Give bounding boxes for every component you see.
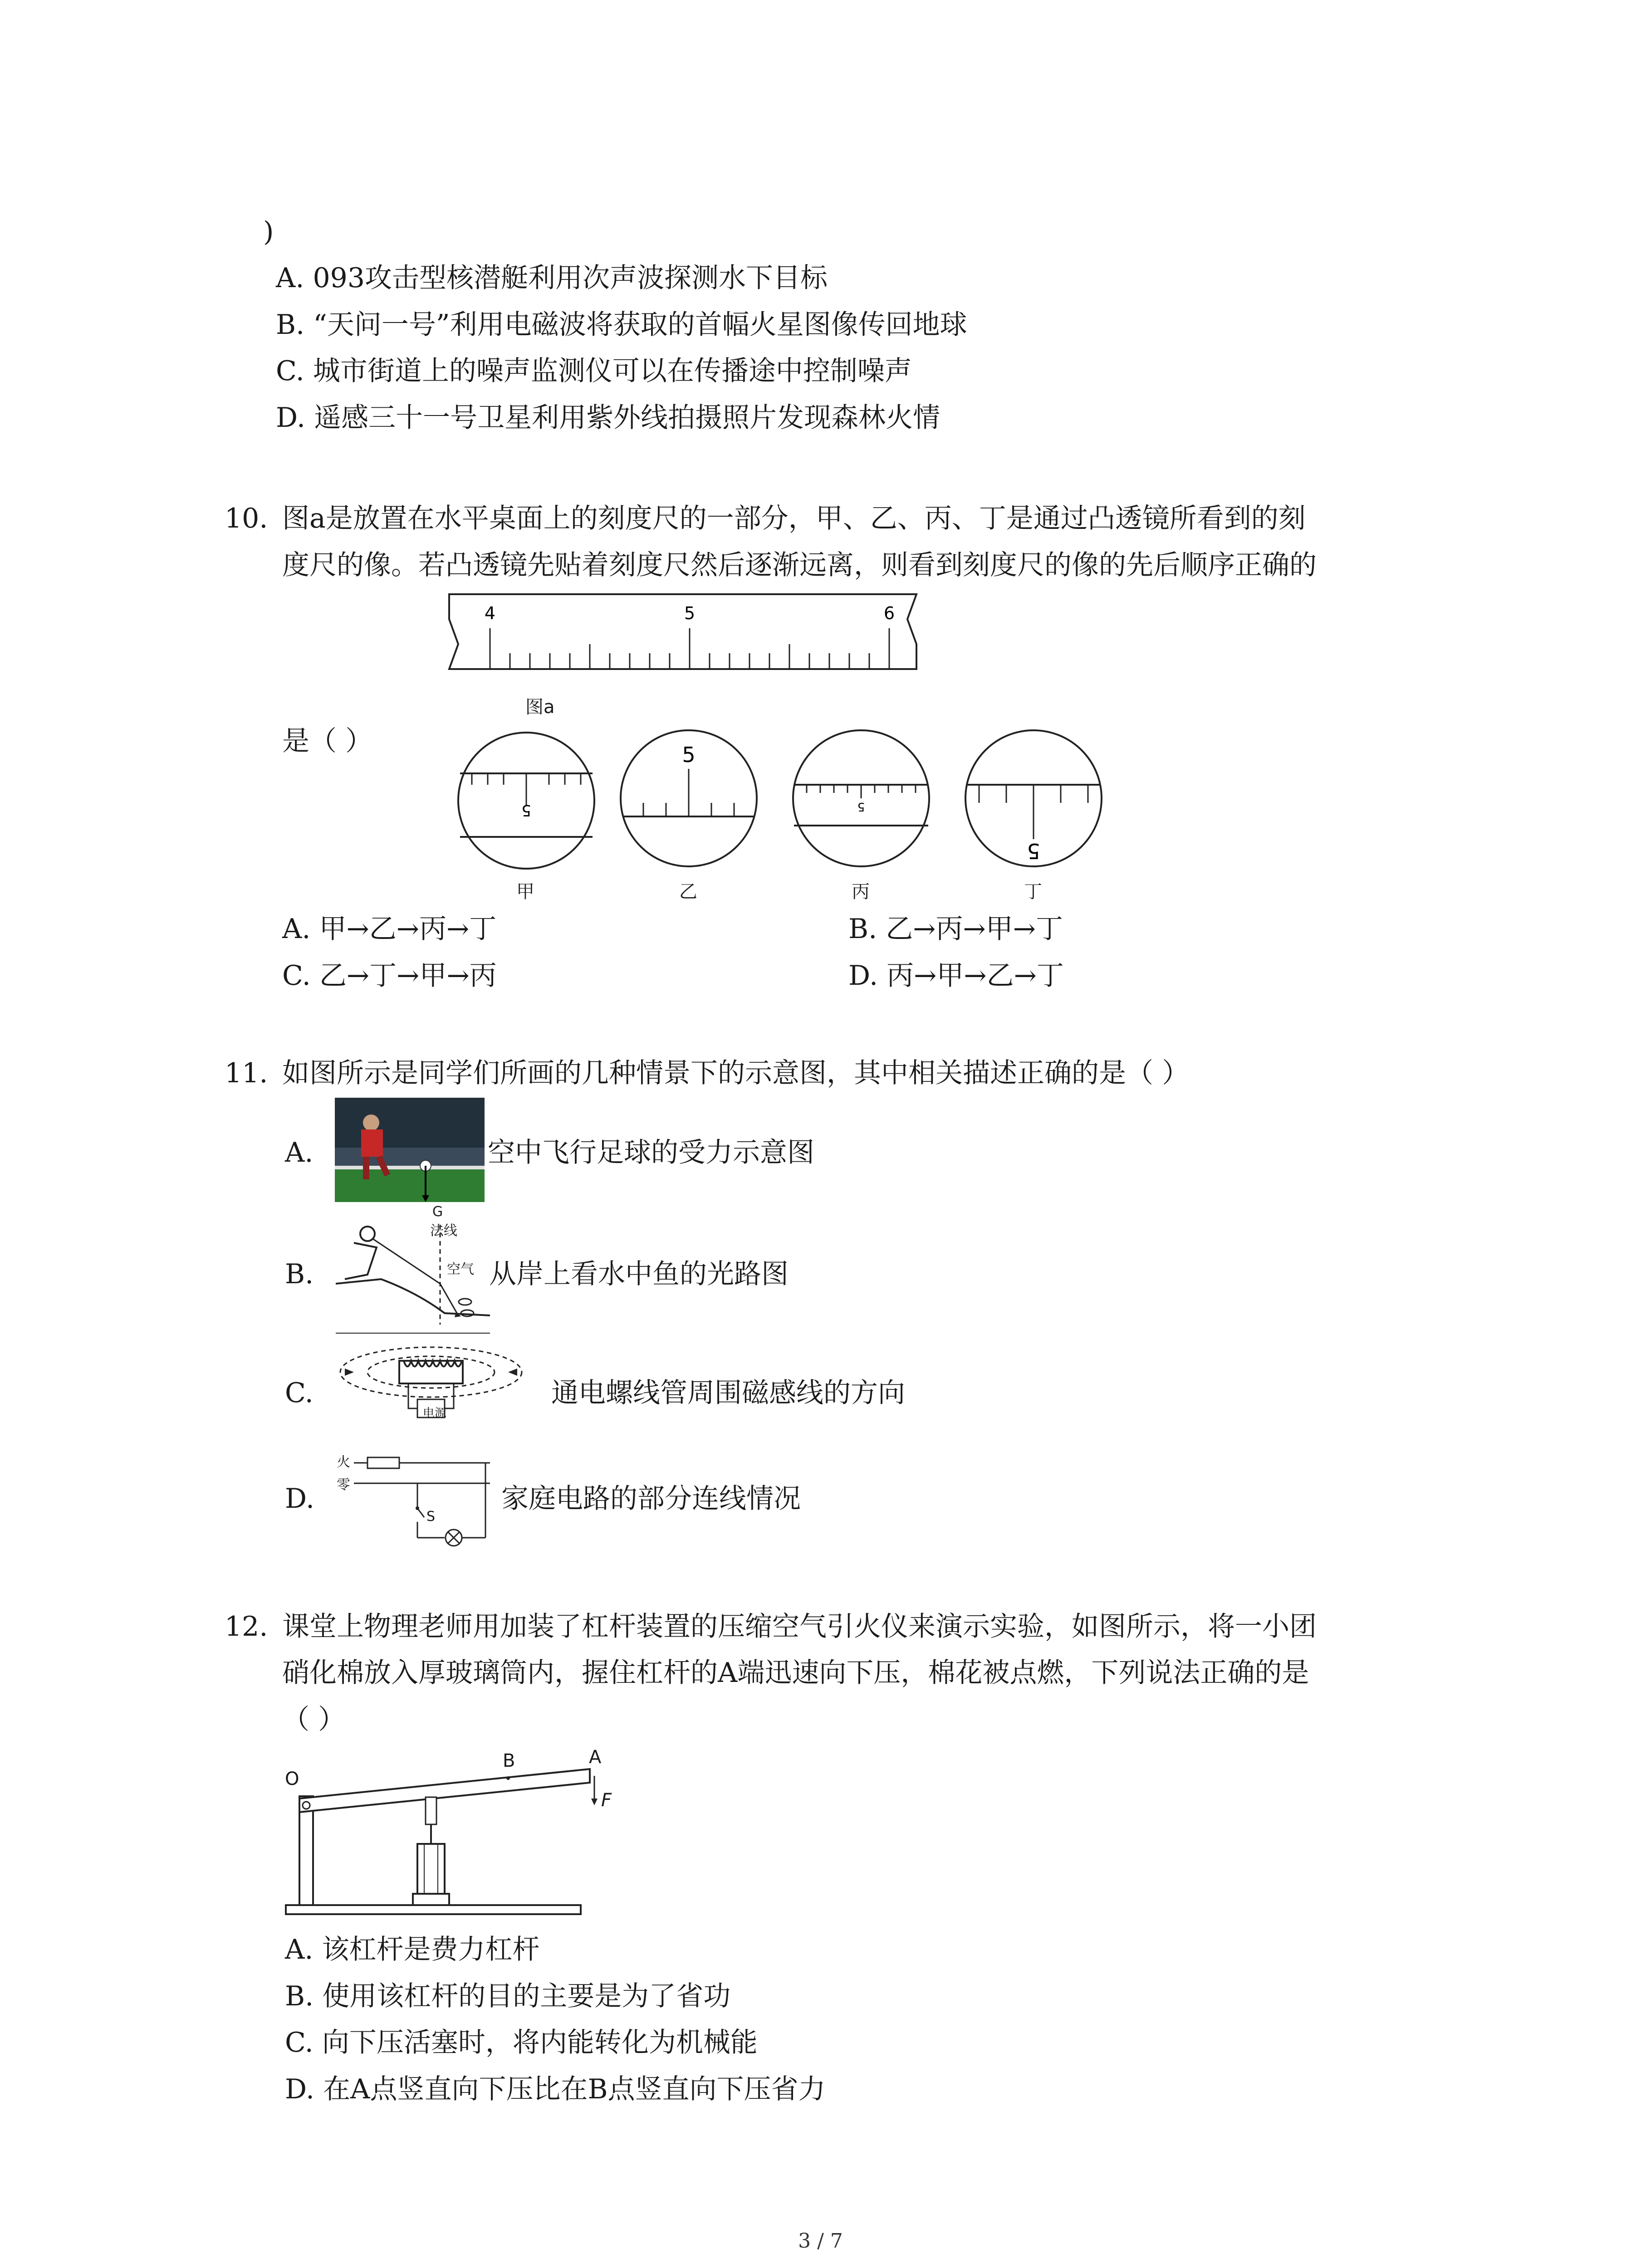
normal-line-label: 法线: [430, 1223, 457, 1239]
q11-option-b-letter: B.: [285, 1258, 314, 1290]
q11-option-c-text: 通电螺线管周围磁感线的方向: [551, 1377, 905, 1409]
lens-view-jia: [454, 728, 599, 873]
figure-a-label: 图a: [525, 697, 555, 718]
power-source-label: 电源: [423, 1407, 447, 1420]
q9-option-b: B. “天问一号”利用电磁波将获取的首幅火星图像传回地球: [276, 309, 967, 341]
ruler-tick-label: 5: [684, 603, 696, 623]
lens-label-ding: 丁: [1024, 881, 1042, 902]
soccer-photo: [335, 1098, 485, 1202]
point-label-a: A: [589, 1747, 602, 1768]
q11-option-b-text: 从岸上看水中鱼的光路图: [489, 1258, 789, 1290]
q10-line2: 度尺的像。若凸透镜先贴着刻度尺然后逐渐远离，则看到刻度尺的像的先后顺序正确的: [282, 549, 1317, 581]
lens-scale-mark: 5: [857, 800, 865, 813]
lens-label-yi: 乙: [679, 881, 697, 902]
air-label: 空气: [447, 1261, 474, 1277]
lens-scale-mark: 5: [1027, 839, 1040, 863]
ruler-tick-label: 6: [883, 603, 895, 623]
q11-number: 11.: [225, 1057, 268, 1089]
q11-option-a-letter: A.: [285, 1137, 314, 1168]
q12-option-b: B. 使用该杠杆的目的主要是为了省功: [285, 1980, 731, 2012]
q9-option-d: D. 遥感三十一号卫星利用紫外线拍摄照片发现森林火情: [276, 402, 941, 434]
q9-option-a: A. 093攻击型核潜艇利用次声波探测水下目标: [276, 262, 828, 294]
q12-option-d: D. 在A点竖直向下压比在B点竖直向下压省力: [285, 2073, 826, 2105]
solenoid-diagram: [336, 1340, 526, 1445]
q10-line1: 图a是放置在水平桌面上的刻度尺的一部分，甲、乙、丙、丁是通过凸透镜所看到的刻: [282, 503, 1306, 534]
lens-scale-mark: 5: [521, 801, 531, 819]
page-number: 3 / 7: [798, 2229, 843, 2253]
q9-option-c: C. 城市街道上的噪声监测仪可以在传播途中控制噪声: [276, 355, 912, 387]
q12-option-a: A. 该杠杆是费力杠杆: [285, 1934, 540, 1965]
gravity-label: G: [432, 1204, 443, 1220]
q10-number: 10.: [225, 503, 268, 534]
lens-label-bing: 丙: [852, 881, 870, 902]
q11-option-d-text: 家庭电路的部分连线情况: [501, 1483, 801, 1515]
q11-option-a-text: 空中飞行足球的受力示意图: [488, 1137, 814, 1168]
switch-label: S: [426, 1509, 436, 1525]
q12-option-c: C. 向下压活塞时，将内能转化为机械能: [285, 2027, 758, 2058]
pivot-label-o: O: [285, 1769, 299, 1789]
q10-option-c: C. 乙→丁→甲→丙: [282, 960, 497, 992]
q10-option-a: A. 甲→乙→丙→丁: [282, 913, 497, 945]
ruler-figure-a: [436, 585, 935, 699]
lens-label-jia: 甲: [516, 881, 534, 902]
q9-closing-paren: ): [263, 216, 274, 248]
neutral-wire-label: 零: [337, 1477, 350, 1493]
q12-number: 12.: [225, 1611, 268, 1642]
live-wire-label: 火: [337, 1454, 350, 1470]
q12-line3: （ ）: [282, 1704, 346, 1735]
household-circuit-diagram: [336, 1449, 499, 1549]
q11-option-d-letter: D.: [285, 1483, 315, 1515]
q10-line3: 是（ ）: [282, 725, 373, 757]
point-label-b: B: [503, 1750, 515, 1771]
q11-text: 如图所示是同学们所画的几种情景下的示意图，其中相关描述正确的是（ ）: [282, 1057, 1190, 1089]
lens-view-yi: [616, 726, 761, 871]
lever-fire-piston-diagram: [281, 1746, 626, 1919]
q11-option-c-letter: C.: [285, 1377, 314, 1409]
q12-line2: 硝化棉放入厚玻璃筒内，握住杠杆的A端迅速向下压，棉花被点燃，下列说法正确的是: [282, 1657, 1309, 1689]
lens-scale-mark: 5: [682, 743, 696, 767]
force-label-f: F: [601, 1790, 612, 1811]
q10-option-b: B. 乙→丙→甲→丁: [848, 913, 1063, 945]
q12-line1: 课堂上物理老师用加装了杠杆装置的压缩空气引火仪来演示实验，如图所示，将一小团: [282, 1611, 1317, 1642]
ruler-tick-label: 4: [484, 603, 496, 623]
lens-view-ding: [961, 726, 1106, 871]
lens-view-bing: [789, 726, 934, 871]
q10-option-d: D. 丙→甲→乙→丁: [848, 960, 1064, 992]
